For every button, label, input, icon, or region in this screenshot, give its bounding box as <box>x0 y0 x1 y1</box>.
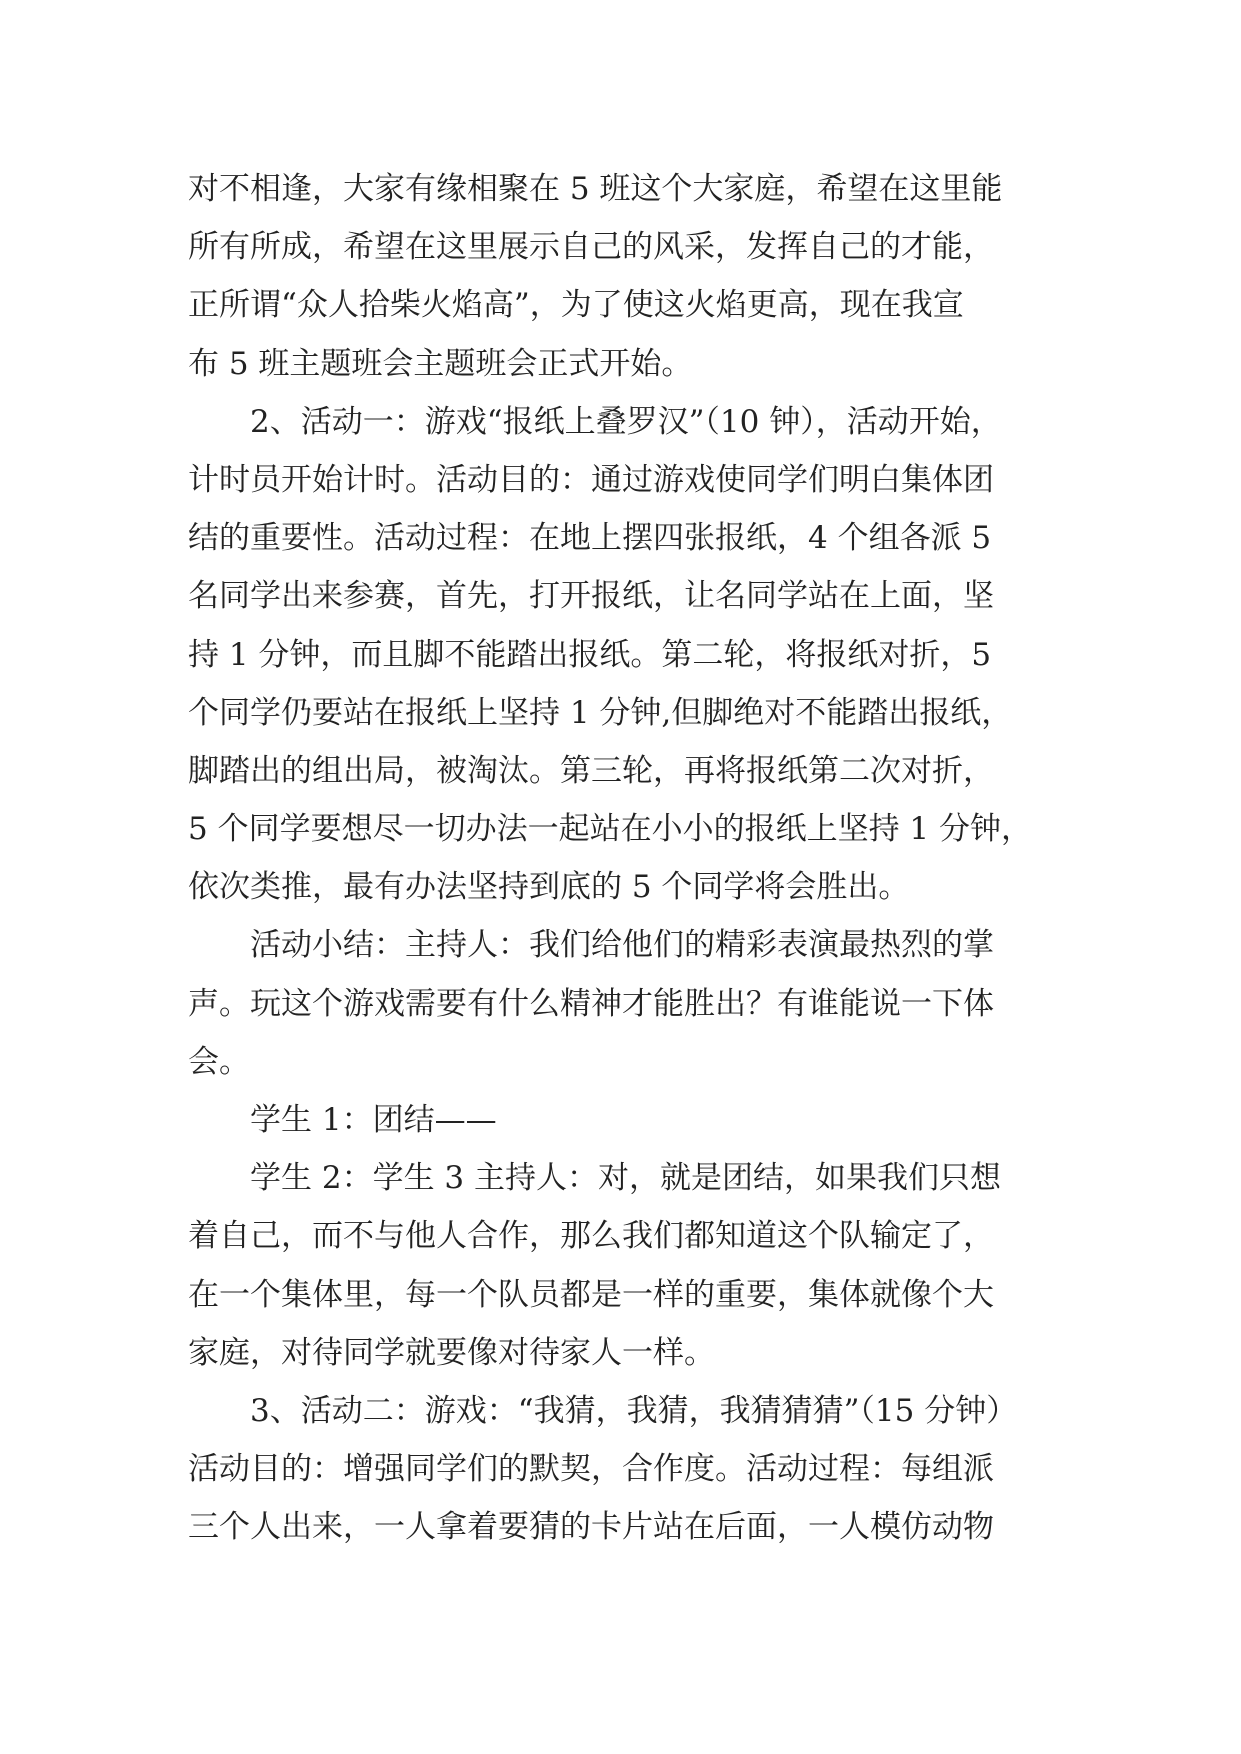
paragraph-start-line: 3、活动二：游戏：“我猜，我猜，我猜猜猜”（15 分钟） <box>250 1392 1018 1429</box>
text-line: 正所谓“众人拾柴火焰高”，为了使这火焰更高，现在我宣 <box>188 287 964 324</box>
paragraph-start-line: 2、活动一：游戏“报纸上叠罗汉”（10 钟），活动开始， <box>250 403 1002 440</box>
text-line: 计时员开始计时。活动目的：通过游戏使同学们明白集体团 <box>188 461 994 498</box>
text-line: 结的重要性。活动过程：在地上摆四张报纸，4 个组各派 5 <box>188 520 992 557</box>
text-line: 脚踏出的组出局，被淘汰。第三轮，再将报纸第二次对折， <box>188 752 994 789</box>
text-line: 在一个集体里，每一个队员都是一样的重要，集体就像个大 <box>188 1276 994 1313</box>
paragraph-start-line: 学生 2：学生 3 主持人：对，就是团结，如果我们只想 <box>250 1160 1002 1197</box>
text-line: 依次类推，最有办法坚持到底的 5 个同学将会胜出。 <box>188 869 910 906</box>
text-line: 名同学出来参赛，首先，打开报纸，让名同学站在上面，坚 <box>188 578 994 615</box>
document-body <box>188 160 1068 1557</box>
text-line: 持 1 分钟，而且脚不能踏出报纸。第二轮，将报纸对折，5 <box>188 636 992 673</box>
paragraph-start-line: 学生 1：团结—— <box>250 1102 497 1138</box>
text-line: 三个人出来，一人拿着要猜的卡片站在后面，一人模仿动物 <box>188 1509 994 1546</box>
text-line: 活动目的：增强同学们的默契，合作度。活动过程：每组派 <box>188 1451 994 1488</box>
text-line: 着自己，而不与他人合作，那么我们都知道这个队输定了， <box>188 1218 994 1255</box>
paragraph-start-line: 活动小结：主持人：我们给他们的精彩表演最热烈的掌 <box>250 927 994 964</box>
text-line: 所有所成，希望在这里展示自己的风采，发挥自己的才能， <box>188 229 994 266</box>
text-line: 对不相逢，大家有缘相聚在 5 班这个大家庭，希望在这里能 <box>188 171 1003 207</box>
text-line: 会。 <box>188 1043 250 1080</box>
text-line: 个同学仍要站在报纸上坚持 1 分钟,但脚绝对不能踏出报纸， <box>188 694 1013 731</box>
text-line: 5 个同学要想尽一切办法一起站在小小的报纸上坚持 1 分钟， <box>188 811 1033 848</box>
text-line: 布 5 班主题班会主题班会正式开始。 <box>188 345 693 382</box>
text-line: 声。玩这个游戏需要有什么精神才能胜出？有谁能说一下体 <box>188 985 994 1022</box>
text-line: 家庭，对待同学就要像对待家人一样。 <box>188 1334 715 1371</box>
